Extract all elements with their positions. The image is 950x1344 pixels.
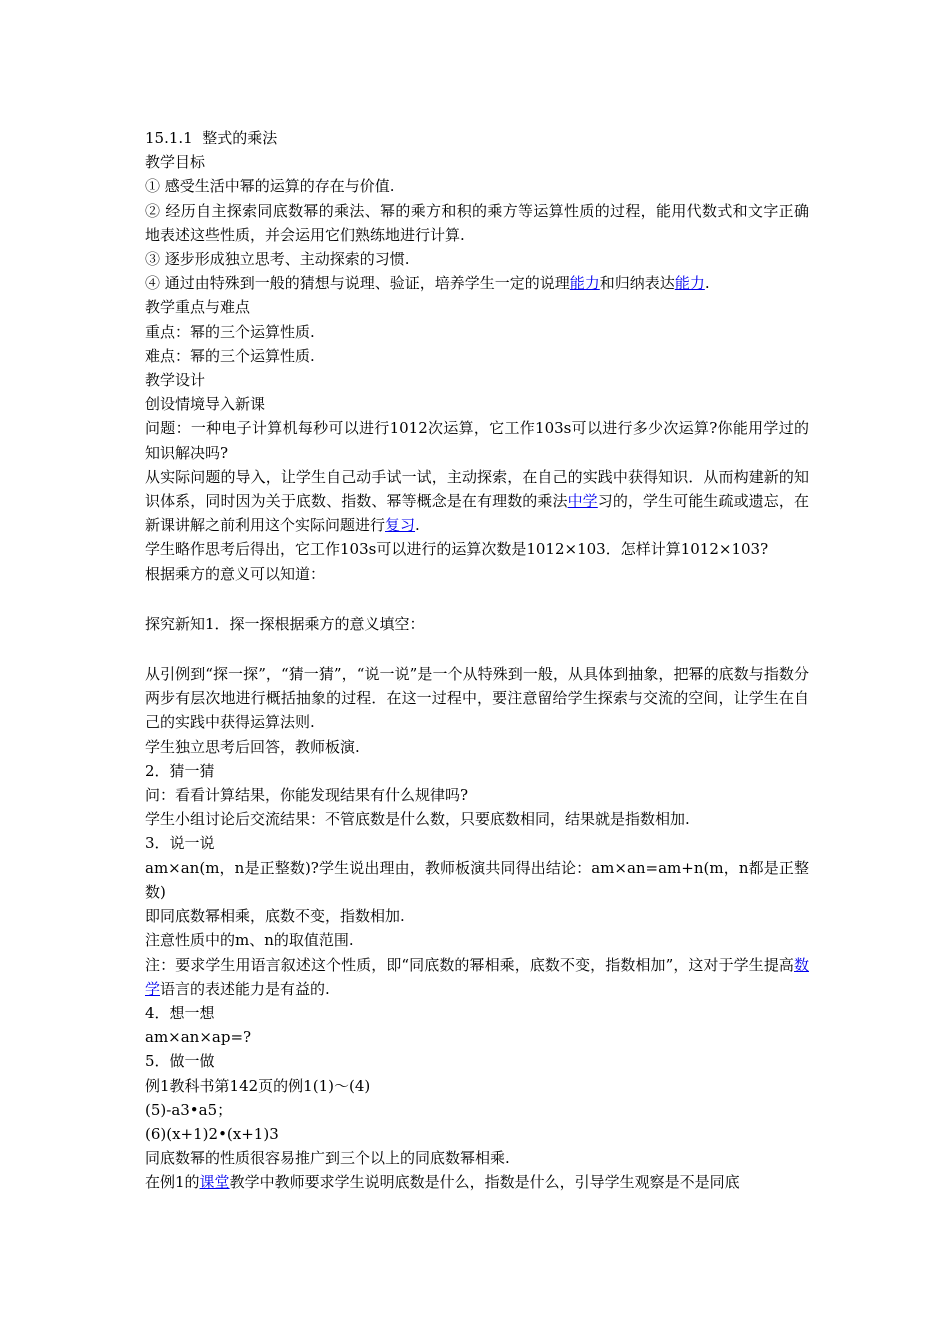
do-heading: 5．做一做 <box>145 1052 215 1071</box>
note-text-a: 注：要求学生用语言叙述这个性质，即“同底数的幂相乘，底数不变，指数相加”，这对于学生提高 <box>145 955 794 974</box>
say-text: am×an(m，n是正整数)?学生说出理由，教师板演共同得出结论：am×an=am+n(m，n都是正整数) <box>145 858 809 901</box>
board-demo: 学生独立思考后回答，教师板演. <box>145 737 360 756</box>
objectives-heading: 教学目标 <box>145 153 206 172</box>
intro-text-b: 习的，学生可能生疏或遗忘，在新课讲解之前利用这个实际问题进行 <box>145 492 809 535</box>
rule-statement: 即同底数幂相乘，底数不变，指数相加. <box>145 907 405 926</box>
generalize-paragraph: 同底数幂的性质很容易推广到三个以上的同底数幂相乘. <box>145 1149 510 1168</box>
blank-line <box>145 636 809 662</box>
explore-heading: 探究新知1．探一探根据乘方的意义填空： <box>145 614 425 633</box>
last-text-a: 在例1的 <box>145 1173 200 1192</box>
process-paragraph: 从引例到“探一探”，“猜一猜”，“说一说”是一个从特殊到一般，从具体到抽象，把幂的底数与指数分两步有层次地进行概括抽象的过程．在这一过程中，要注意留给学生探索与交流的空间，让学生在自己的实践中获得运算法则. <box>145 665 809 732</box>
blank-line <box>145 586 809 612</box>
objective-4-text-c: . <box>704 274 710 293</box>
objective-4-text-a: ④ 通过由特殊到一般的猜想与说理、验证，培养学生一定的说理 <box>145 274 570 293</box>
say-heading: 3．说一说 <box>145 834 215 853</box>
objective-2: ② 经历自主探索同底数幂的乘法、幂的乘方和积的乘方等运算性质的过程，能用代数式和文字正确地表述这些性质，并会运用它们熟练地进行计算. <box>145 201 809 244</box>
example-6: (6)(x+1)2•(x+1)3 <box>145 1124 279 1143</box>
document-body <box>145 126 809 1195</box>
difficult-point: 难点：幂的三个运算性质. <box>145 346 315 365</box>
objective-4 <box>145 271 809 295</box>
objective-4-text-b: 和归纳表达 <box>599 274 675 293</box>
math-link[interactable]: 数学 <box>145 955 809 998</box>
objective-1: ① 感受生活中幂的运算的存在与价值. <box>145 177 395 196</box>
intro-heading: 创设情境导入新课 <box>145 395 266 414</box>
key-point: 重点：幂的三个运算性质. <box>145 322 315 341</box>
document-title: 15.1.1 整式的乘法 <box>145 129 278 147</box>
guess-heading: 2．猜一猜 <box>145 761 215 780</box>
last-text-b: 教学中教师要求学生说明底数是什么，指数是什么，引导学生观察是不是同底 <box>229 1173 740 1192</box>
language-note <box>145 953 809 1001</box>
ability-link-2[interactable]: 能力 <box>674 274 705 293</box>
intro-text-c: . <box>415 516 420 535</box>
review-link[interactable]: 复习 <box>385 516 416 535</box>
guess-answer: 学生小组讨论后交流结果：不管底数是什么数，只要底数相同，结果就是指数相加. <box>145 810 690 829</box>
note-text-b: 语言的表述能力是有益的. <box>160 979 330 998</box>
example-1: 例1教科书第142页的例1(1)～(4) <box>145 1076 371 1095</box>
middle-school-link[interactable]: 中学 <box>567 492 598 511</box>
range-note: 注意性质中的m、n的取值范围. <box>145 931 354 950</box>
example-5: (5)-a3•a5； <box>145 1100 233 1119</box>
intro-text-a: 从实际问题的导入，让学生自己动手试一试，主动探索，在自己的实践中获得知识．从而构建新的知识体系，同时因为关于底数、指数、幂等概念是在有理数的乘法 <box>145 467 809 511</box>
think-expression: am×an×ap=? <box>145 1028 252 1047</box>
question-paragraph: 问题：一种电子计算机每秒可以进行1012次运算，它工作103s可以进行多少次运算?你能用学过的知识解决吗? <box>145 419 809 462</box>
last-paragraph <box>145 1170 809 1194</box>
student-answer: 学生略作思考后得出，它工作103s可以进行的运算次数是1012×103．怎样计算1012×103? <box>145 540 769 559</box>
key-points-heading: 教学重点与难点 <box>145 298 251 317</box>
objective-3: ③ 逐步形成独立思考、主动探索的习惯. <box>145 250 410 269</box>
guess-question: 问：看看计算结果，你能发现结果有什么规律吗? <box>145 786 469 805</box>
classroom-link[interactable]: 课堂 <box>199 1173 230 1192</box>
ability-link-1[interactable]: 能力 <box>569 274 600 293</box>
think-heading: 4．想一想 <box>145 1003 215 1022</box>
intro-explanation <box>145 465 809 538</box>
design-heading: 教学设计 <box>145 371 206 390</box>
power-meaning: 根据乘方的意义可以知道： <box>145 564 326 583</box>
